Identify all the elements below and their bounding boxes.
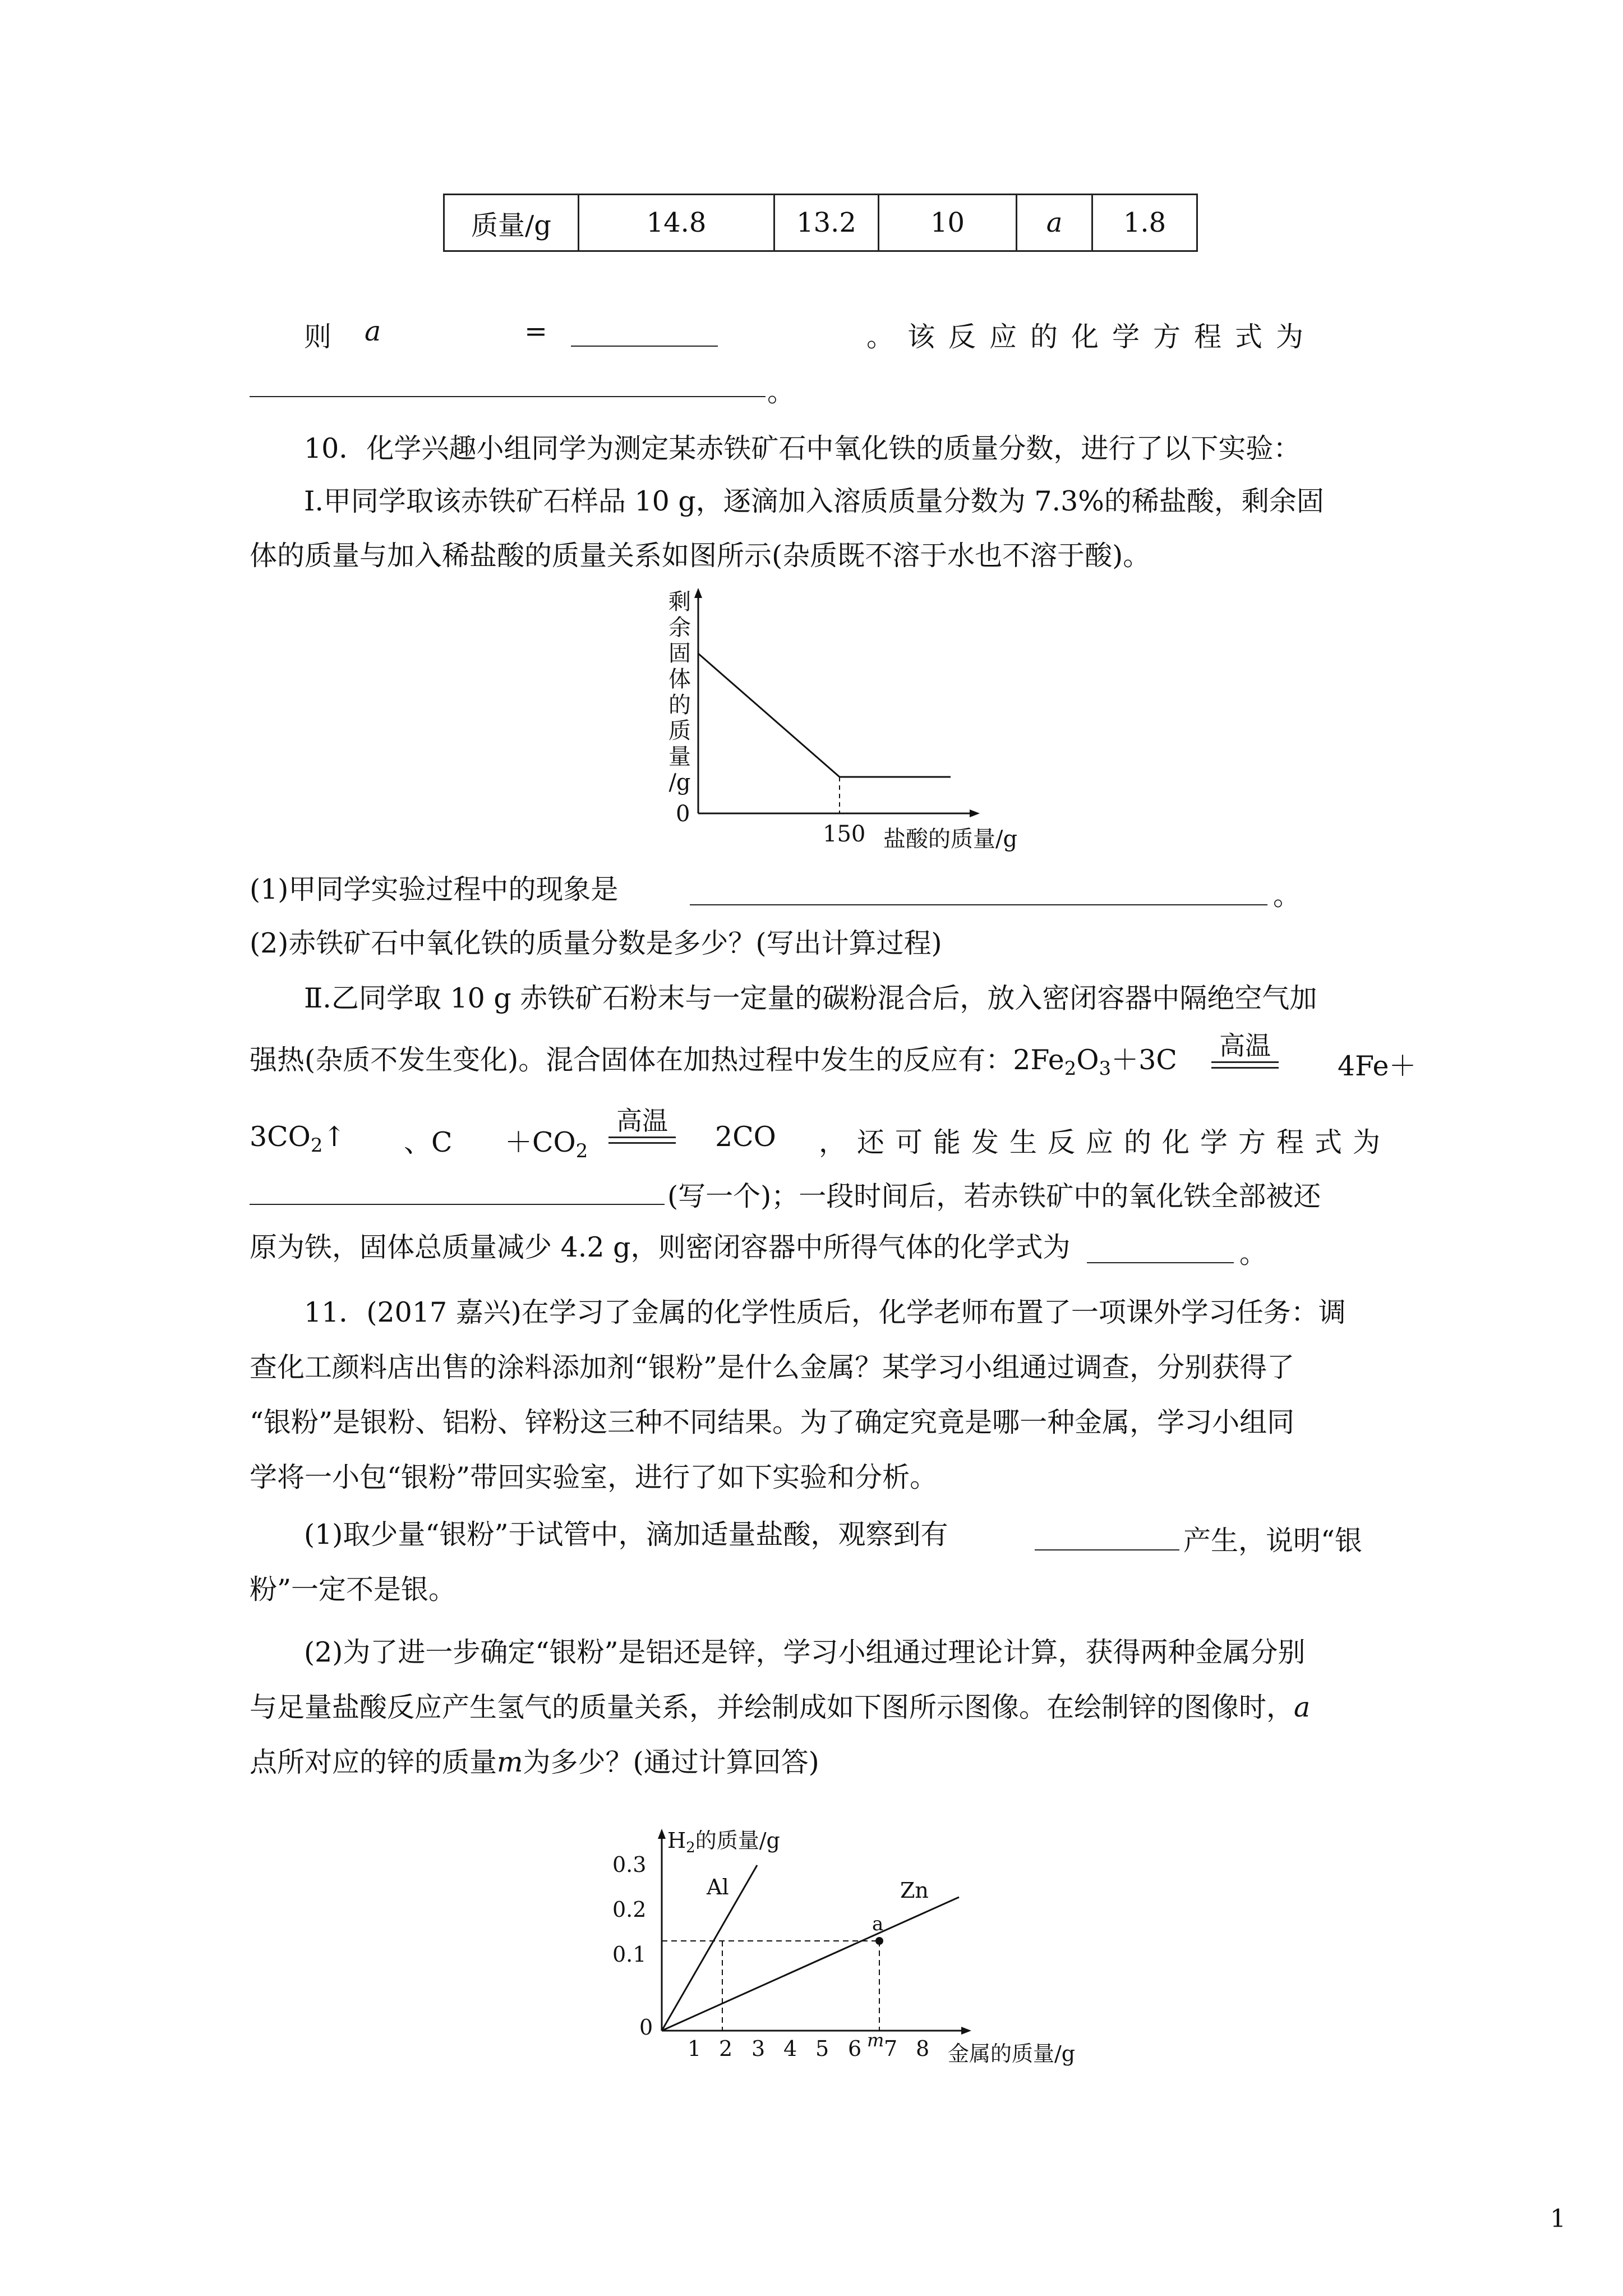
text-run: 强热(杂质不发生变化)。混合固体在加热过程中发生的反应有：2Fe bbox=[250, 1044, 1064, 1076]
data-table bbox=[443, 194, 1198, 252]
text-run: 4Fe＋ bbox=[1338, 1050, 1417, 1082]
subscript: 2 bbox=[310, 1134, 323, 1157]
x-axis-arrow bbox=[961, 2027, 971, 2035]
condition-high-temp: 高温 bbox=[1219, 1030, 1271, 1061]
q9-suffix: 。该反应的化学方程式为 bbox=[866, 321, 1317, 353]
answer-blank[interactable] bbox=[1035, 1518, 1179, 1550]
text-run: O bbox=[1076, 1044, 1099, 1076]
q9-prefix: 则 bbox=[304, 321, 332, 353]
q11-q2-line3 bbox=[250, 1747, 819, 1778]
y-tick: 0.2 bbox=[612, 1897, 647, 1922]
m-label: m bbox=[867, 2030, 884, 2051]
text-run: 。 bbox=[1239, 1237, 1267, 1269]
q10-part1-line2: 体的质量与加入稀盐酸的质量关系如图所示(杂质既不溶于水也不溶于酸)。 bbox=[250, 540, 1151, 572]
y-label-char: 量 bbox=[668, 744, 691, 770]
q10-q2: (2)赤铁矿石中氧化铁的质量分数是多少？(写出计算过程) bbox=[250, 927, 942, 959]
q11-q2-line1: (2)为了进一步确定“银粉”是铝还是锌，学习小组通过理论计算，获得两种金属分别 bbox=[304, 1636, 1306, 1668]
zn-label: Zn bbox=[900, 1878, 929, 1903]
q11-line4: 学将一小包“银粉”带回实验室，进行了如下实验和分析。 bbox=[250, 1461, 938, 1493]
y-axis-label bbox=[666, 589, 694, 795]
table-cell: 质量/g bbox=[444, 195, 579, 251]
y-tick: 0.1 bbox=[612, 1942, 647, 1967]
text-run: (1)取少量“银粉”于试管中，滴加适量盐酸，观察到有 bbox=[304, 1519, 948, 1550]
answer-blank[interactable] bbox=[571, 314, 718, 347]
q11-q1-line2: 粉”一定不是银。 bbox=[250, 1573, 457, 1605]
equals-bar bbox=[1211, 1061, 1279, 1069]
q11-line1: 11．(2017 嘉兴)在学习了金属的化学性质后，化学老师布置了一项课外学习任务：调 bbox=[304, 1296, 1346, 1328]
q11-line2: 查化工颜料店出售的涂料添加剂“银粉”是什么金属？某学习小组通过调查，分别获得了 bbox=[250, 1351, 1295, 1383]
table-row bbox=[444, 195, 1197, 251]
y-label-char: /g bbox=[668, 770, 691, 795]
text-run: ＋3C bbox=[1111, 1044, 1177, 1076]
text-run: 为多少？(通过计算回答) bbox=[523, 1746, 819, 1778]
q10-q1 bbox=[250, 874, 618, 905]
var-m: m bbox=[497, 1746, 523, 1778]
q10-q1-end: 。 bbox=[1273, 880, 1301, 912]
text-run: 原为铁，固体总质量减少 4.2 g，则密闭容器中所得气体的化学式为 bbox=[250, 1231, 1071, 1263]
text-run: ，还可能发生反应的化学方程式为 bbox=[819, 1126, 1391, 1158]
table-cell: 1.8 bbox=[1092, 195, 1197, 251]
hydrogen-chart bbox=[589, 1823, 1105, 2070]
x-tick: 5 bbox=[815, 2036, 829, 2061]
text-run: 点所对应的锌的质量 bbox=[250, 1746, 497, 1778]
text-run: 3CO bbox=[250, 1121, 311, 1153]
var-a: a bbox=[1294, 1691, 1311, 1723]
point-a bbox=[875, 1937, 883, 1945]
text-run: ＋CO bbox=[505, 1126, 576, 1158]
q10-intro: 10．化学兴趣小组同学为测定某赤铁矿石中氧化铁的质量分数，进行了以下实验： bbox=[304, 432, 1301, 464]
text-run: ↑ bbox=[322, 1121, 346, 1153]
subscript: 3 bbox=[1099, 1057, 1112, 1080]
x-tick: 6 bbox=[848, 2036, 862, 2061]
y-label-char: 的 bbox=[668, 692, 691, 718]
x-tick: 4 bbox=[783, 2036, 797, 2061]
y-label-char: 质 bbox=[668, 718, 691, 744]
y-label-char: 剩 bbox=[668, 589, 691, 615]
x-axis-arrow bbox=[970, 809, 980, 817]
q11-line3: “银粉”是银粉、铝粉、锌粉这三种不同结果。为了确定究竟是哪一种金属，学习小组同 bbox=[250, 1406, 1295, 1438]
q10-part1-line1: Ⅰ.甲同学取该赤铁矿石样品 10 g，逐滴加入溶质质量分数为 7.3%的稀盐酸，剩余固 bbox=[304, 485, 1324, 517]
y-label-char: 固 bbox=[668, 641, 691, 666]
subscript: 2 bbox=[686, 1839, 695, 1856]
origin-label: 0 bbox=[639, 2015, 653, 2040]
y-axis-arrow bbox=[694, 588, 702, 598]
x-tick: 2 bbox=[719, 2036, 733, 2061]
x-axis-label: 金属的质量/g bbox=[948, 2041, 1076, 2066]
origin-label: 0 bbox=[676, 801, 690, 827]
condition-high-temp: 高温 bbox=[616, 1106, 668, 1136]
x-axis-label: 盐酸的质量/g bbox=[883, 826, 1018, 852]
q9-end: 。 bbox=[767, 376, 795, 408]
q10-part2-line4: (写一个)；一段时间后，若赤铁矿中的氧化铁全部被还 bbox=[667, 1180, 1321, 1212]
x-tick: 8 bbox=[916, 2036, 930, 2061]
text-run: 产生，说明“银 bbox=[1183, 1525, 1363, 1557]
q11-q1-line1 bbox=[304, 1519, 948, 1550]
q10-part2-line1: Ⅱ.乙同学取 10 g 赤铁矿石粉末与一定量的碳粉混合后，放入密闭容器中隔绝空气加 bbox=[304, 982, 1317, 1014]
text-run: 、C bbox=[404, 1126, 453, 1158]
subscript: 2 bbox=[1064, 1057, 1077, 1080]
q10-part2-line3b bbox=[505, 1121, 588, 1162]
x-tick: 3 bbox=[751, 2036, 766, 2061]
answer-blank[interactable] bbox=[250, 1172, 665, 1205]
table-cell: 14.8 bbox=[579, 195, 774, 251]
q10-part2-line5 bbox=[250, 1232, 1070, 1263]
residue-line-decreasing bbox=[698, 654, 840, 777]
y-tick: 0.3 bbox=[612, 1852, 647, 1877]
subscript: 2 bbox=[575, 1140, 588, 1162]
text-run: H bbox=[667, 1828, 686, 1853]
table-cell: 10 bbox=[879, 195, 1017, 251]
equals-bar bbox=[608, 1137, 676, 1144]
q10-part2-line3a bbox=[250, 1121, 346, 1157]
q10-part2-line2 bbox=[250, 1045, 1177, 1084]
var-a: a bbox=[365, 315, 381, 347]
x-tick: 7 bbox=[884, 2036, 898, 2061]
y-axis-arrow bbox=[658, 1829, 666, 1839]
table-cell: a bbox=[1017, 195, 1092, 251]
zn-line bbox=[662, 1897, 959, 2031]
answer-blank[interactable] bbox=[1087, 1231, 1234, 1263]
x-tick-150: 150 bbox=[823, 821, 866, 847]
q9-line1 bbox=[304, 315, 331, 355]
equals-sign: = bbox=[524, 315, 548, 347]
x-tick: 1 bbox=[688, 2036, 702, 2061]
q11-q2-line2 bbox=[250, 1692, 1310, 1723]
text-run: 的质量/g bbox=[695, 1828, 780, 1853]
residue-chart bbox=[620, 583, 1057, 864]
y-axis-label bbox=[667, 1823, 780, 1856]
hydrogen-chart-svg bbox=[589, 1823, 1105, 2070]
answer-blank[interactable] bbox=[690, 873, 1267, 905]
table-cell: 13.2 bbox=[774, 195, 879, 251]
text-run: 2CO bbox=[715, 1121, 776, 1153]
al-label: Al bbox=[707, 1875, 729, 1899]
page-number: 1 bbox=[1550, 2205, 1566, 2233]
q10-q1-text: (1)甲同学实验过程中的现象是 bbox=[250, 873, 619, 905]
y-label-char: 体 bbox=[668, 666, 691, 692]
text-run: 与足量盐酸反应产生氢气的质量关系，并绘制成如下图所示图像。在绘制锌的图像时， bbox=[250, 1691, 1294, 1723]
answer-blank[interactable] bbox=[250, 365, 766, 397]
y-label-char: 余 bbox=[668, 615, 691, 641]
point-a-label: a bbox=[872, 1913, 884, 1935]
